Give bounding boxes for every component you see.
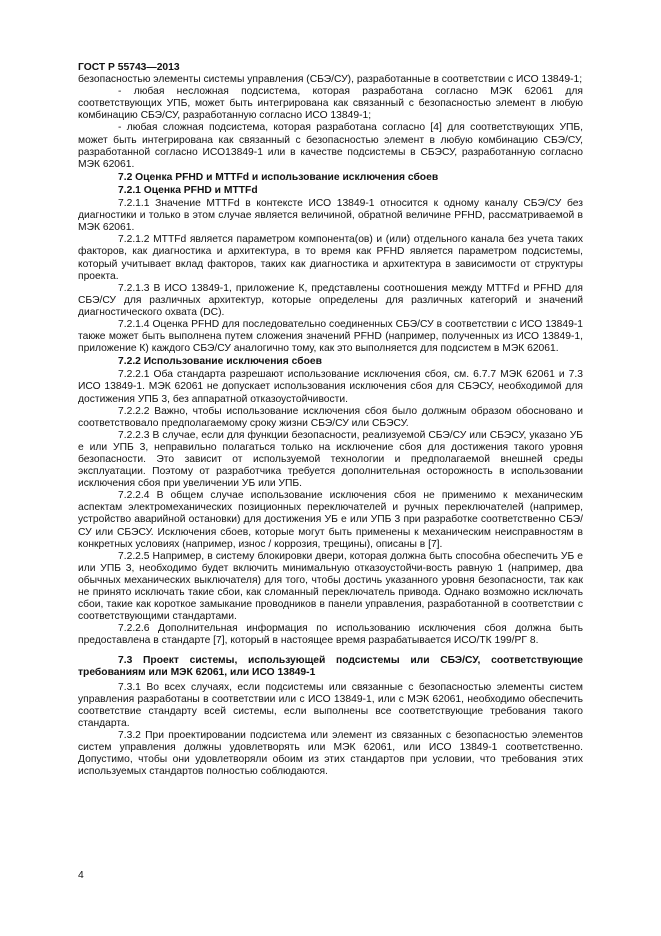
subsection-heading: 7.2.1 Оценка PFHD и MTTFd [118,184,258,196]
paragraph: безопасностью элементы системы управления (СБЭ/СУ), разработанные в соответствии с ИСО 13849-1; [78,74,583,86]
paragraph: 7.3.2 При проектировании подсистема или элемент из связанных с безопасностью элементов систем управления должны удовлетворять или МЭК 62061, или ИСО 13849-1 соответственно. Допустимо, чтобы они удовлетворяли обоим из этих стандартов при условии, что требования этих используемых стандартов полностью соблюдаются. [78,730,583,778]
paragraph: 7.2.2.5 Например, в систему блокировки двери, которая должна быть способна обеспечить УБ e или УПБ 3, необходимо будет включить минимальную отказоустойчи-вость равную 1 (например, два обычных механических выключателя) для того, чтобы достичь указанного уровня безопасности, так как не принято исключать такие сбои, как сломанный переключатель привода. Однако возможно исключать сбои, такие как короткое замыкание проводников в панели управления, разработанной в соответствии с соответствующими стандартами. [78,550,583,623]
paragraph: 7.2.2.4 В общем случае использование исключения сбоя не применимо к механическим аспектам электромеханических позиционных переключателей и ручных переключателей (например, устройство аварийной остановки) для достижения УБ e или УПБ 3 при разработке соответственно СБЭ/СУ или СБЭСУ. Исключения сбоев, которые могут быть применены к механическим неисправностям в конкретных условиях (например, износ / коррозия, трещины), описаны в [7]. [78,490,583,550]
paragraph: 7.2.2.2 Важно, чтобы использование исключения сбоя было должным образом обосновано и соответствовало предполагаемому сроку жизни СБЭ/СУ или СБЭСУ. [78,405,583,429]
section-heading: 7.3 Проект системы, использующей подсистемы или СБЭ/СУ, соответствующие требованиям или МЭК 62061, или ИСО 13849-1 [78,654,583,678]
document-page [78,62,583,922]
paragraph: 7.2.1.4 Оценка PFHD для последовательно соединенных СБЭ/СУ в соответствии с ИСО 13849-1 также может быть выполнена путем сложения значений PFHD (например, полученных из ИСО 13849-1, приложение К) каждого СБЭ/СУ аналогично тому, как это выполняется для подсистем в МЭК 62061. [78,318,583,355]
paragraph: 7.2.1.3 В ИСО 13849-1, приложение К, представлены соотношения между MTTFd и PFHD для СБЭ/СУ для различных архитектур, которые определены для различных категорий и значений диагностического охвата (DC). [78,282,583,318]
document-header: ГОСТ Р 55743—2013 [78,62,180,73]
paragraph: 7.3.1 Во всех случаях, если подсистемы или связанные с безопасностью элементы систем управления разработаны в соответствии или с ИСО 13849-1, или с МЭК 62061, необходимо обеспечить соответствие стандарту всей системы, если выполнены все соответствующие требования такого стандарта. [78,681,583,729]
paragraph: 7.2.2.1 Оба стандарта разрешают использование исключения сбоя, см. 6.7.7 МЭК 62061 и 7.3 ИСО 13849-1. МЭК 62061 не допускает использования исключения сбоя для СБЭСУ, необходимой для достижения УПБ 3, без аппаратной отказоустойчивости. [78,369,583,405]
paragraph: 7.2.2.6 Дополнительная информация по использованию исключения сбоя должна быть предоставлена в стандарте [7], который в настоящее время разрабатывается ИСО/ТК 199/РГ 8. [78,623,583,647]
page-number: 4 [78,870,84,881]
paragraph: 7.2.2.3 В случае, если для функции безопасности, реализуемой СБЭ/СУ или СБЭСУ, указано УБ e или УПБ 3, неправильно полагаться только на исключение сбоя для достижения такого уровня безопасности. Это зависит от используемой технологии и предполагаемой внешней среды эксплуатации. Поэтому от разработчика требуется дополнительная осторожность в использовании исключения сбоя при увеличении УБ или УПБ. [78,429,583,490]
paragraph: 7.2.1.1 Значение MTTFd в контексте ИСО 13849-1 относится к одному каналу СБЭ/СУ без диагностики и только в этом случае является величиной, обратной величине PFHD, рассматриваемой в МЭК 62061. [78,198,583,234]
subsection-heading: 7.2.2 Использование исключения сбоев [118,356,322,368]
list-item: - любая сложная подсистема, которая разработана согласно [4] для соответствующих УПБ, может быть интегрирована как связанный с безопасностью элемент в любую комбинацию СБЭ/СУ, разработанной согласно ИСО13849-1 или в качестве подсистемы в СБЭСУ, разработанную согласно МЭК 62061. [78,122,583,170]
paragraph: 7.2.1.2 MTTFd является параметром компонента(ов) и (или) отдельного канала без учета таких факторов, как диагностика и архитектура, в то время как PFHD является параметром подсистемы, который учитывает вклад факторов, таких как диагностика и архитектура в зависимости от структуры проекта. [78,234,583,282]
section-heading: 7.2 Оценка PFHD и MTTFd и использование исключения сбоев [118,171,439,183]
list-item: - любая несложная подсистема, которая разработана согласно МЭК 62061 для соответствующих УПБ, может быть интегрирована как связанный с безопасностью элемент в любую комбинацию СБЭ/СУ, разработанную согласно ИСО 13849-1; [78,86,583,122]
